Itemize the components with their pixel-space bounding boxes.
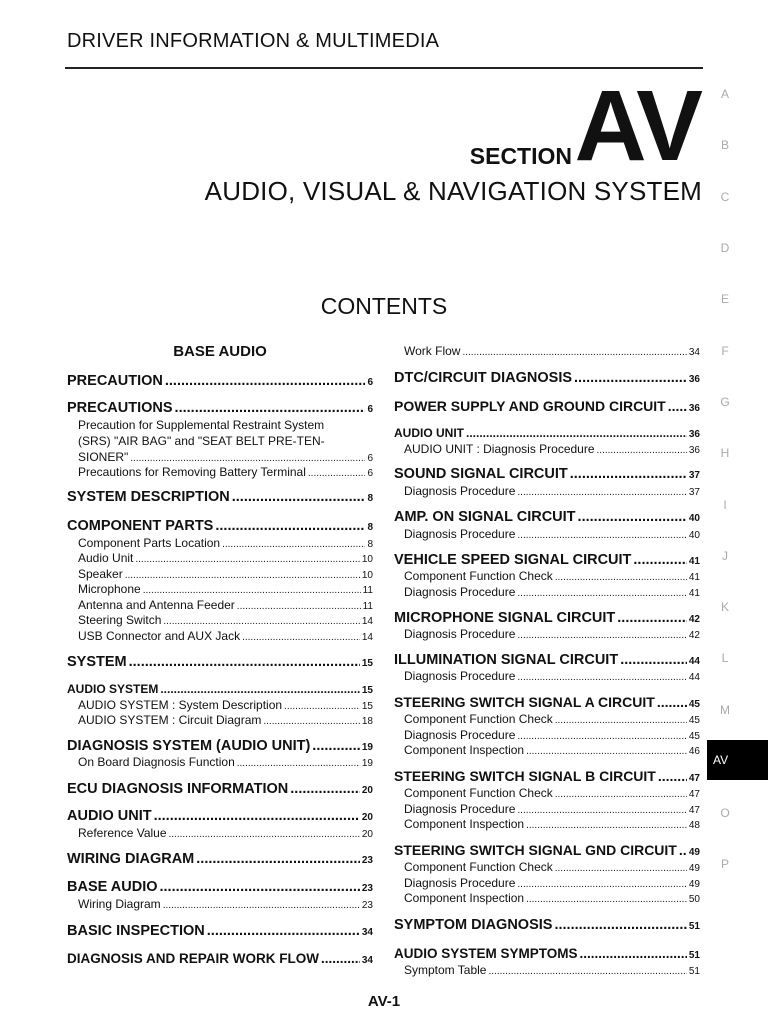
toc-entry-label: SYSTEM DESCRIPTION [67,489,230,505]
toc-entry-label: Diagnosis Procedure [404,585,516,599]
toc-entry-page: 47 [688,773,700,784]
index-tab-m[interactable]: M [720,703,730,717]
toc-entry-page: 47 [688,789,700,800]
toc-entry-label: STEERING SWITCH SIGNAL B CIRCUIT [394,768,656,784]
toc-entry-mic-diagnosis[interactable] [404,627,700,641]
toc-entry-label: Component Function Check [404,712,553,726]
toc-entry-page: 40 [688,513,700,524]
toc-entry-circuit-diagram[interactable] [78,713,373,727]
index-tab-j[interactable]: J [722,549,728,563]
toc-entry-steering-b[interactable] [394,768,700,784]
toc-entry-page: 40 [688,530,700,541]
toc-entry-srs-line2[interactable]: (SRS) "AIR BAG" and "SEAT BELT PRE-TEN- [78,434,325,448]
toc-entry-page: 19 [361,758,373,769]
toc-entry-microphone-signal[interactable] [394,610,700,626]
toc-entry-sound-diagnosis[interactable] [404,484,700,498]
toc-entry-label: Steering Switch [78,613,162,627]
dot-leader [160,682,360,696]
toc-entry-label: AUDIO UNIT [67,808,152,824]
toc-entry-label: Component Parts Location [78,536,221,550]
toc-entry-page: 51 [688,921,700,932]
dot-leader [160,879,360,895]
dot-leader [196,851,360,867]
toc-entry-page: 46 [688,746,700,757]
toc-entry-dtc-circuit-diagnosis[interactable] [394,370,700,386]
column-title: BASE AUDIO [173,343,267,360]
section-title: AUDIO, VISUAL & NAVIGATION SYSTEM [204,176,702,206]
toc-entry-label: DTC/CIRCUIT DIAGNOSIS [394,370,573,386]
index-tab-h[interactable]: H [720,446,730,460]
toc-entry-steering-b-inspection[interactable] [404,817,700,831]
toc-entry-label: Diagnosis Procedure [404,527,516,541]
toc-entry-steering-gnd-diagnosis[interactable] [404,876,700,890]
index-tab-d[interactable]: D [720,241,730,255]
toc-entry-page: 34 [361,927,373,938]
toc-entry-page: 48 [688,820,700,831]
toc-entry-label: BASIC INSPECTION [67,923,205,939]
toc-entry-page: 6 [367,404,373,415]
toc-entry-label: AUDIO UNIT : Diagnosis Procedure [404,442,595,456]
toc-entry-antenna[interactable] [78,598,373,612]
dot-leader [620,652,687,668]
dot-leader [526,746,687,757]
toc-entry-base-audio[interactable] [67,879,373,895]
dot-leader [555,572,687,583]
toc-entry-vss-function-check[interactable] [404,569,700,583]
toc-entry-page: 11 [362,601,373,612]
toc-entry-vehicle-speed-signal[interactable] [394,552,700,568]
toc-entry-label: VEHICLE SPEED SIGNAL CIRCUIT [394,552,632,568]
dot-leader [526,894,687,905]
index-tab-l[interactable]: L [721,651,729,665]
toc-entry-reference-value[interactable] [78,826,373,840]
toc-entry-page: 44 [688,656,700,667]
toc-entry-page: 15 [361,701,373,712]
toc-entry-page: 42 [688,630,700,641]
contents-heading: CONTENTS [320,293,448,319]
dot-leader [578,509,687,525]
toc-entry-page: 36 [688,445,700,456]
toc-entry-label: Work Flow [404,344,461,358]
toc-entry-illumination-diagnosis[interactable] [404,669,700,683]
index-tab-k[interactable]: K [720,600,729,614]
index-tab-g[interactable]: G [720,395,730,409]
toc-entry-amp-on-signal[interactable] [394,509,700,525]
toc-entry-amp-diagnosis[interactable] [404,527,700,541]
dot-leader [308,468,366,479]
toc-entry-steering-gnd-inspection[interactable] [404,891,700,905]
toc-entry-page: 15 [361,658,373,669]
toc-entry-page: 41 [688,588,700,599]
toc-entry-label: Component Function Check [404,569,553,583]
toc-entry-page: 41 [688,556,700,567]
toc-entry-label: Wiring Diagram [78,897,161,911]
toc-entry-page: 8 [367,522,373,533]
dot-leader [555,863,687,874]
index-tab-o[interactable]: O [720,806,730,820]
toc-entry-page: 36 [688,374,700,385]
dot-leader [574,370,687,386]
toc-entry-page: 49 [688,847,700,858]
toc-entry-wiring-diagram-sub[interactable] [78,897,373,911]
toc-entry-page: 34 [688,347,700,358]
toc-entry-label: Diagnosis Procedure [404,728,516,742]
toc-entry-label: Diagnosis Procedure [404,669,516,683]
index-tab-e[interactable]: E [720,292,729,306]
toc-entry-page: 36 [688,429,700,440]
dot-leader [284,701,360,712]
toc-entry-label: Diagnosis Procedure [404,484,516,498]
dot-leader [312,738,360,754]
toc-entry-system[interactable] [67,654,373,670]
toc-entry-microphone[interactable] [78,582,373,596]
manual-category-header: DRIVER INFORMATION & MULTIMEDIA [67,30,440,52]
toc-entry-label: Component Inspection [404,743,525,757]
toc-entry-component-parts[interactable] [67,518,373,534]
toc-entry-page: 36 [688,403,700,414]
dot-leader [163,900,360,911]
toc-entry-page: 20 [361,812,373,823]
dot-leader [657,694,687,710]
toc-entry-srs-line1[interactable]: Precaution for Supplemental Restraint System [78,418,325,432]
toc-entry-steering-a-check[interactable] [404,712,700,726]
toc-entry-label: Reference Value [78,826,167,840]
dot-leader [222,539,365,550]
toc-entry-diagnosis-system[interactable] [67,738,373,754]
toc-entry-label: Component Inspection [404,817,525,831]
toc-entry-page: 51 [688,966,700,977]
dot-leader [517,630,686,641]
dot-leader [517,530,686,541]
dot-leader [617,610,687,626]
dot-leader [526,820,687,831]
toc-entry-page: 10 [361,554,373,565]
toc-entry-page: 49 [688,863,700,874]
toc-entry-label: WIRING DIAGRAM [67,851,195,867]
toc-entry-label: MICROPHONE SIGNAL CIRCUIT [394,610,616,626]
toc-entry-steering-gnd[interactable] [394,842,700,858]
toc-entry-steering-a[interactable] [394,694,700,710]
toc-entry-steering-a-inspection[interactable] [404,743,700,757]
toc-entry-label: ECU DIAGNOSIS INFORMATION [67,781,289,797]
toc-entry-page: 34 [361,955,373,966]
toc-entry-label: ILLUMINATION SIGNAL CIRCUIT [394,652,619,668]
toc-entry-page: 14 [361,632,373,643]
index-tab-a[interactable]: A [720,87,729,101]
dot-leader [517,805,686,816]
toc-entry-label: PRECAUTIONS [67,400,173,416]
toc-entry-system-description[interactable] [67,489,373,505]
toc-entry-label: Precautions for Removing Battery Terminal [78,465,306,479]
toc-entry-label: SYSTEM [67,654,127,670]
toc-entry-label: On Board Diagnosis Function [78,755,235,769]
toc-entry-page: 23 [361,883,373,894]
dot-leader [215,518,365,534]
toc-entry-page: 37 [688,470,700,481]
toc-entry-page: 20 [361,785,373,796]
toc-entry-page: 23 [361,855,373,866]
toc-entry-page: 51 [688,950,700,961]
dot-leader [517,487,686,498]
section-code: AV [574,70,700,182]
toc-entry-label: DIAGNOSIS SYSTEM (AUDIO UNIT) [67,738,311,754]
toc-entry-audio-system-symptoms[interactable] [394,946,700,961]
toc-entry-label: POWER SUPPLY AND GROUND CIRCUIT [394,398,666,414]
toc-entry-component-parts-location[interactable] [78,536,373,550]
toc-entry-work-flow[interactable] [404,344,700,358]
dot-leader [290,781,360,797]
toc-entry-page: 44 [688,672,700,683]
dot-leader [633,552,686,568]
toc-entry-wiring-diagram[interactable] [67,851,373,867]
toc-entry-label: Symptom Table [404,963,487,977]
toc-entry-label: STEERING SWITCH SIGNAL GND CIRCUIT [394,842,677,858]
index-tab-i[interactable]: I [723,498,727,512]
dot-leader [237,601,361,612]
toc-entry-page: 23 [361,900,373,911]
toc-entry-steering-b-diagnosis[interactable] [404,802,700,816]
toc-entry-symptom-table[interactable] [404,963,700,977]
toc-entry-page: 41 [688,572,700,583]
section-label: SECTION [469,143,572,169]
dot-leader [263,716,360,727]
dot-leader [679,842,687,858]
toc-entry-label: Microphone [78,582,141,596]
toc-entry-page: 11 [362,585,373,596]
dot-leader [129,654,360,670]
dot-leader [658,768,687,784]
dot-leader [169,829,360,840]
toc-entry-label: AUDIO SYSTEM [67,682,159,696]
toc-entry-steering-b-check[interactable] [404,786,700,800]
dot-leader [466,426,687,440]
toc-entry-srs-line3[interactable] [78,450,373,464]
toc-entry-page: 49 [688,879,700,890]
index-tab-f[interactable]: F [721,344,729,358]
toc-entry-label: SYMPTOM DIAGNOSIS [394,917,553,933]
toc-entry-page: 45 [688,699,700,710]
dot-leader [488,966,686,977]
toc-entry-label: Diagnosis Procedure [404,802,516,816]
dot-leader [237,758,360,769]
toc-entry-steering-gnd-check[interactable] [404,860,700,874]
toc-entry-label: Component Function Check [404,786,553,800]
toc-entry-sound-signal[interactable] [394,466,700,482]
toc-entry-page: 6 [367,453,373,464]
toc-entry-label: AUDIO SYSTEM SYMPTOMS [394,946,578,961]
toc-entry-page: 8 [367,493,373,504]
dot-leader [135,554,360,565]
toc-entry-page: 8 [367,539,373,550]
toc-entry-steering-a-diagnosis[interactable] [404,728,700,742]
dot-leader [580,946,687,961]
toc-entry-symptom-diagnosis[interactable] [394,917,700,933]
toc-entry-battery-terminal[interactable] [78,465,373,479]
dot-leader [597,445,687,456]
dot-leader [517,588,686,599]
dot-leader [554,917,686,933]
index-tab-av-active[interactable]: AV [707,740,768,780]
dot-leader [555,789,687,800]
toc-entry-label: Speaker [78,567,123,581]
dot-leader [163,616,360,627]
dot-leader [517,879,686,890]
toc-entry-label: PRECAUTION [67,373,163,389]
toc-entry-repair-work-flow[interactable] [67,951,373,966]
dot-leader [462,347,686,358]
toc-entry-usb-aux[interactable] [78,629,373,643]
toc-entry-label: AMP. ON SIGNAL CIRCUIT [394,509,576,525]
index-tab-p[interactable]: P [720,857,729,871]
toc-entry-page: 42 [688,614,700,625]
toc-entry-page: 37 [688,487,700,498]
toc-entry-speaker[interactable] [78,567,373,581]
toc-entry-label: COMPONENT PARTS [67,518,214,534]
toc-entry-audio-system[interactable] [67,682,373,696]
toc-entry-label: Audio Unit [78,551,134,565]
dot-leader [143,585,361,596]
toc-entry-vss-diagnosis[interactable] [404,585,700,599]
toc-entry-label: BASE AUDIO [67,879,158,895]
dot-leader [207,923,360,939]
toc-entry-label: Diagnosis Procedure [404,627,516,641]
toc-entry-label: Antenna and Antenna Feeder [78,598,235,612]
dot-leader [154,808,360,824]
toc-entry-audio-unit-dtc[interactable] [394,426,700,440]
toc-entry-label: AUDIO SYSTEM : System Description [78,698,283,712]
toc-entry-steering-switch[interactable] [78,613,373,627]
dot-leader [242,632,360,643]
toc-entry-label: USB Connector and AUX Jack [78,629,241,643]
toc-entry-label: AUDIO SYSTEM : Circuit Diagram [78,713,262,727]
header-divider [65,67,703,69]
toc-entry-label: STEERING SWITCH SIGNAL A CIRCUIT [394,694,655,710]
toc-entry-page: 15 [361,685,373,696]
toc-entry-label: SIONER" [78,450,129,464]
dot-leader [570,466,687,482]
toc-entry-label: DIAGNOSIS AND REPAIR WORK FLOW [67,951,319,966]
toc-entry-basic-inspection[interactable] [67,923,373,939]
toc-entry-system-description-sub[interactable] [78,698,373,712]
toc-entry-on-board-diagnosis[interactable] [78,755,373,769]
dot-leader [517,731,686,742]
toc-entry-audio-unit-diagnosis[interactable] [404,442,700,456]
toc-entry-page: 45 [688,715,700,726]
toc-entry-label: AUDIO UNIT [394,426,464,440]
toc-entry-page: 14 [361,616,373,627]
toc-entry-precautions[interactable] [67,400,373,416]
toc-entry-audio-unit[interactable] [78,551,373,565]
toc-entry-illumination-signal[interactable] [394,652,700,668]
index-tab-c[interactable]: C [720,190,730,204]
toc-entry-page: 50 [688,894,700,905]
toc-entry-page: 45 [688,731,700,742]
toc-entry-page: 20 [361,829,373,840]
toc-entry-page: 6 [367,377,373,388]
toc-entry-page: 18 [361,716,373,727]
dot-leader [175,400,366,416]
dot-leader [517,672,686,683]
dot-leader [130,453,365,464]
dot-leader [555,715,687,726]
toc-entry-label: SOUND SIGNAL CIRCUIT [394,466,568,482]
toc-entry-power-supply-ground[interactable] [394,398,700,414]
toc-entry-label: Component Inspection [404,891,525,905]
toc-entry-page: 19 [361,742,373,753]
toc-entry-precaution[interactable] [67,373,373,389]
toc-entry-label: Component Function Check [404,860,553,874]
dot-leader [321,951,360,966]
dot-leader [668,398,687,414]
toc-entry-page: 47 [688,805,700,816]
toc-entry-page: 10 [361,570,373,581]
toc-entry-ecu-diagnosis[interactable] [67,781,373,797]
toc-entry-audio-unit-ecu[interactable] [67,808,373,824]
toc-entry-label: Diagnosis Procedure [404,876,516,890]
dot-leader [125,570,360,581]
toc-entry-page: 6 [367,468,373,479]
dot-leader [165,373,366,389]
dot-leader [232,489,366,505]
index-tab-b[interactable]: B [720,138,729,152]
page-number: AV-1 [367,993,401,1010]
